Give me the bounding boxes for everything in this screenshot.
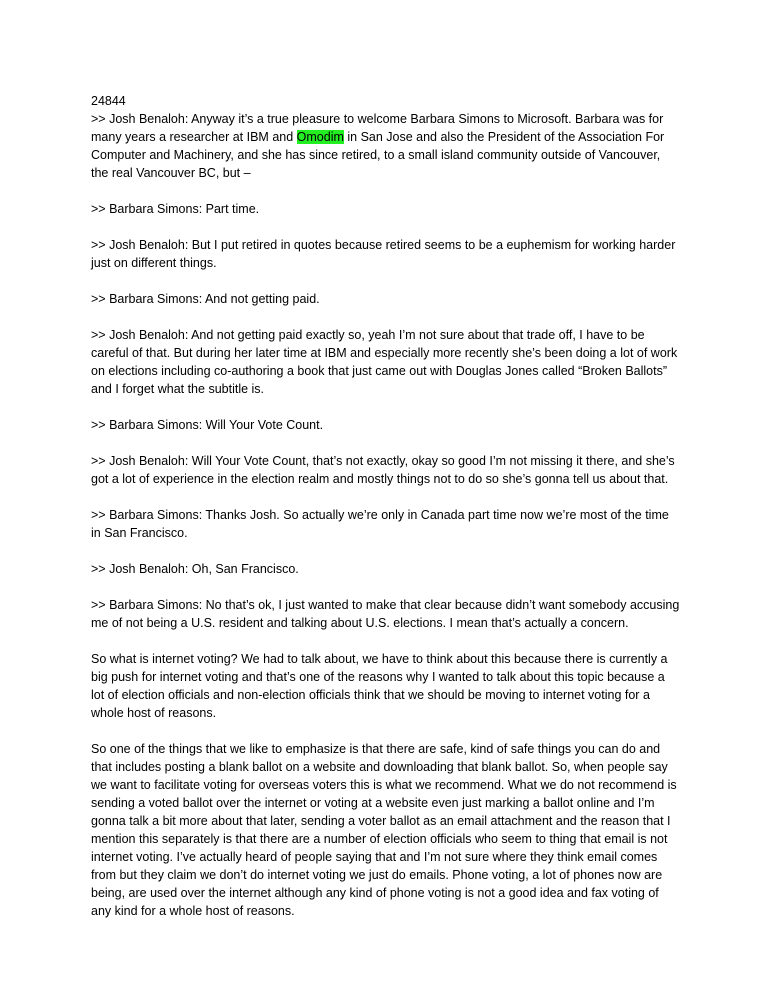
transcript-paragraph: >> Barbara Simons: Thanks Josh. So actually we’re only in Canada part time now we’re most of the time in San Francisco. xyxy=(91,508,669,540)
transcript-paragraph: >> Josh Benaloh: But I put retired in quotes because retired seems to be a euphemism for working harder just on different things. xyxy=(91,238,676,270)
highlighted-word: Omodim xyxy=(296,130,344,144)
paragraph-text: >> Josh Benaloh: Anyway it’s a true pleasure to welcome Barbara Simons to Microsoft. Barbara was for many years a researcher at IBM and xyxy=(91,112,664,144)
transcript-paragraph: So one of the things that we like to emphasize is that there are safe, kind of safe things you can do and that includes posting a blank ballot on a website and downloading that blank ballot. So, when people say we want to facilitate voting for overseas voters this is what we recommend. What we do not recommend is sending a voted ballot over the internet or voting at a website even just marking a ballot online and I’m gonna talk a bit more about that later, sending a voter ballot as an email attachment and the reason that I mention this separately is that there are a number of election officials who seem to thing that email is not internet voting. I’ve actually heard of people saying that and I’m not sure where they think email comes from but they claim we don’t do internet voting we just do emails. Phone voting, a lot of phones now are being, are used over the internet although any kind of phone voting is not a good idea and fax voting of any kind for a whole host of reasons. xyxy=(91,742,677,918)
transcript-paragraph: >> Josh Benaloh: Will Your Vote Count, that’s not exactly, okay so good I’m not missing it there, and she’s got a lot of experience in the election realm and mostly things not to do so she’s gonna tell us about that. xyxy=(91,454,675,486)
transcript-paragraph: >> Barbara Simons: And not getting paid. xyxy=(91,292,320,306)
document-id: 24844 xyxy=(91,94,126,108)
transcript-paragraph: >> Barbara Simons: Will Your Vote Count. xyxy=(91,418,324,432)
transcript-paragraph: >> Barbara Simons: Part time. xyxy=(91,202,260,216)
paragraph-text: in San Jose and also the President of the Association For Computer and Machinery, and she has since retired, to a small island community outside of Vancouver, the real Vancouver BC, but – xyxy=(91,130,665,180)
transcript-paragraph: >> Josh Benaloh: Oh, San Francisco. xyxy=(91,562,299,576)
transcript-paragraph: >> Barbara Simons: No that’s ok, I just wanted to make that clear because didn’t want somebody accusing me of not being a U.S. resident and talking about U.S. elections. I mean that’s actually a concern. xyxy=(91,598,680,630)
transcript-paragraph xyxy=(91,110,680,182)
transcript-paragraph: >> Josh Benaloh: And not getting paid exactly so, yeah I’m not sure about that trade off, I have to be careful of that. But during her later time at IBM and especially more recently she’s been doing a lot of work on elections including co-authoring a book that just came out with Douglas Jones called “Broken Ballots” and I forget what the subtitle is. xyxy=(91,328,678,396)
transcript-paragraph: So what is internet voting? We had to talk about, we have to think about this because there is currently a big push for internet voting and that’s one of the reasons why I wanted to talk about this topic because a lot of election officials and non-election officials think that we should be moving to internet voting for a whole host of reasons. xyxy=(91,652,668,720)
